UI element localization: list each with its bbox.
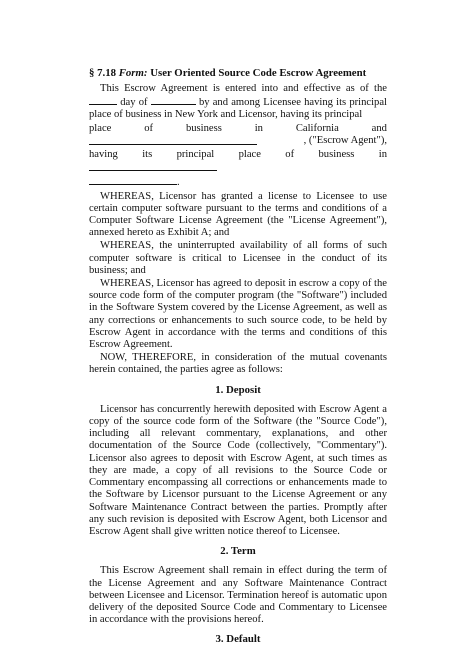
word-california: California [295,122,339,134]
intro-paragraph [89,83,387,122]
intro-line-4 [89,123,387,135]
word-place: place [89,122,112,134]
section-1-title: 1. Deposit [215,383,261,396]
intro-line-3: place of business in New York and Licensor, having its principal [89,109,363,121]
intro-line-6 [89,149,387,175]
section-2-text: This Escrow Agreement shall remain in effect during the term of the License Agreement and any Software Maintenance Contract between Licensee and Licensor. Termination hereof is automatic upon delivery of the deposited Source Code and Commentary to Licensee in accordance with the provisions hereof. [89,565,387,626]
document-body [89,81,387,654]
intro-line-7 [89,175,387,189]
section-3-title: 3. Default [215,633,261,646]
word-and: and [371,122,387,134]
whereas-2: WHEREAS, the uninterrupted availability of all forms of such computer software is critical to Licensee in the conduct of its business; and [89,240,387,276]
intro-line-1: This Escrow Agreement is entered into and effective as of the [100,83,387,94]
blank-escrow-agent-name [89,135,257,145]
word-business: business [185,122,222,134]
intro-line-5 [89,135,387,149]
escrow-agent-defn: , ("Escrow Agent"), [303,134,387,146]
form-label: Form: [118,67,148,79]
blank-agent-place [89,161,217,171]
period: . [177,177,180,189]
section-number: § 7.18 [89,67,116,79]
intro-day-text: day of [120,97,148,109]
whereas-3: WHEREAS, Licensor has agreed to deposit in escrow a copy of the source code form of the computer program (the "Software") included in the Software System covered by the License Agreement, as well as any corrections or enhancements to such source code, to be held by Escrow Agent in accordance with the terms and conditions of this Escrow Agreement. [89,278,387,351]
word-in: in [254,122,263,134]
word-of: of [144,122,154,134]
blank-day [89,95,117,105]
section-2-title: 2. Term [220,545,256,558]
agent-place-text: having its principal place of business in [89,149,387,161]
page-title [89,67,389,79]
now-therefore: NOW, THEREFORE, in consideration of the mutual covenants herein contained, the parties agree as follows: [89,352,387,376]
blank-month [151,95,196,105]
whereas-1: WHEREAS, Licensor has granted a license to Licensee to use certain computer software pursuant to the terms and conditions of a Computer Software License Agreement (the "License Agreement"), annexed hereto as Exhibit A; and [89,190,387,239]
intro-line-2: by and among Licensee having its principal [198,97,387,109]
agreement-title: User Oriented Source Code Escrow Agreement [150,67,367,79]
section-1-text: Licensor has concurrently herewith deposited with Escrow Agent a copy of the source code form of the Software (the "Source Code"), including all relevant commentary, explanations, and other documentation of the Source Code (collectively, "Commentary"). Licensor also agrees to deposit with Escrow Agent, at such times as they are made, a copy of all revisions to the Source Code or Commentary encompassing all corrections or enhancements made to the Software by Licensor pursuant to the License Agreement or any Software Maintenance Contract between the parties. Promptly after any such revision is deposited with Escrow Agent, both Licensor and Escrow Agent shall give written notice thereof to Licensee. [89,403,387,537]
blank-agent-place-cont [89,175,177,185]
